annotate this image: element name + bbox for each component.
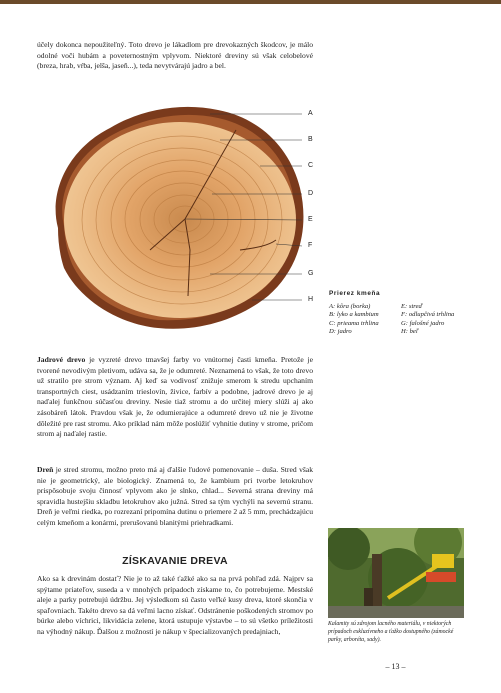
legend-item: D: jadro: [329, 328, 352, 336]
diagram-label-b: B: [308, 136, 313, 143]
legend-item: C: prieama trhlina: [329, 319, 379, 327]
term-pith: Dreň: [37, 465, 54, 474]
legend-item: G: falošné jadro: [401, 319, 445, 327]
diagram-label-h: H: [308, 296, 314, 303]
diagram-label-e: E: [308, 216, 313, 223]
diagram-label-c: C: [308, 162, 314, 169]
intro-paragraph: účely dokonca nepoužiteľný. Toto drevo je lákadlom pre drevokazných škodcov, je málo odolné voči hubám a poveternostným vplyvom. Niektoré dreviny sú však celobelové (breza, hrab, vŕba, jelša, jaseň...), teda nevytvárajú jadro a bel.: [37, 40, 313, 71]
legend-item: E: streď: [401, 302, 423, 310]
wood-face: [64, 122, 296, 318]
term-heartwood: Jadrové drevo: [37, 355, 86, 364]
pith-paragraph: [37, 465, 313, 529]
heartwood-text: je vyzreté drevo tmavšej farby vo vnútornej časti kmeňa. Pretože je tvorené nevodivým pletivom, udáva sa, že je odumreté. Neznamená to však, že toto drevo už stratilo pre strom význam. Aj keď sa vodivosť znižuje smerom k stredu upchaním transportných ciest, usádzaním trieslovín, živice, farbív a podobne, jadrové drevo je aj naďalej funkčnou súčasťou dreviny. Nesie tiaž stromu a do určitej miery slúži aj ako zásobáreň látok. Pravdou však je, že odumierajúce a odumreté drevo už nie je životne dôležité pre rast stromu. Ako príklad nám môže poslúžiť vyhnitie dutiny v strome, pričom strom aj naďalej rastie.: [37, 355, 314, 439]
diagram-label-d: D: [308, 190, 314, 197]
photo-caption: Kalamity sú zdrojom lacného materiálu, v niektorých prípadoch exkluzívneho a ťažko dostupného (zámocké parky, arboréta, sady).: [328, 621, 454, 643]
top-border: [0, 0, 501, 4]
legend-item: A: kôra (borka): [329, 302, 371, 310]
legend-item: B: lyko a kambium: [329, 311, 379, 319]
legend-item: H: beľ: [401, 328, 419, 336]
page-number: – 13 –: [385, 662, 406, 671]
legend-item: F: odlupčivá trhlina: [401, 311, 455, 319]
heartwood-paragraph: [37, 355, 313, 440]
diagram-label-f: F: [308, 242, 313, 249]
legend: [329, 290, 479, 337]
trunk-cross-section-diagram: [40, 100, 330, 340]
diagram-label-g: G: [308, 270, 314, 277]
section-heading: ZÍSKAVANIE DREVA: [122, 555, 228, 567]
pith-text: je stred stromu, možno preto má aj ďalšie ľudové pomenovanie – duša. Stred však nie je geometrický, ale biologický. Znamená to, že kambium pri tvorbe letokruhov prispôsobuje svoju činnosť vplyvom ako je slnko, chlad... Severná strana dreviny má spravidla hustejšiu skladbu letokruhov ako južná. Stred sa tým vychýli na severnú stranu. Dreň je veľmi riedka, po rozrezaní pripomína dutinu o priemere 2 až 5 mm, prechádzajúcu celým kmeňom a konármi, prerušovanú blanitými priehradkami.: [37, 465, 313, 527]
obtaining-wood-paragraph: Ako sa k drevinám dostať? Nie je to až také ťažké ako sa na prvá pohľad zdá. Najprv sa spýtame priateľov, suseda a v mnohých prípadoch získame to, čo potrebujeme. Mestské aleje a parky potrebujú údržbu. Jej výsledkom sú často veľké kusy dreva, ktoré skončia v spaľovniach. Takéto drevo sa dá veľmi lacno získať. Odstránenie poškodených stromov po búrke alebo víchrici, likvidácia zelene, ktorá ustupuje výstavbe – to sú všetko príležitosti na výhodný nákup. Ďalšou z možností je nákup v špecializovaných predajniach,: [37, 574, 313, 636]
legend-title: Prierez kmeňa: [329, 290, 381, 297]
diagram-label-a: A: [308, 110, 313, 117]
tree-work-photo: [328, 528, 464, 618]
